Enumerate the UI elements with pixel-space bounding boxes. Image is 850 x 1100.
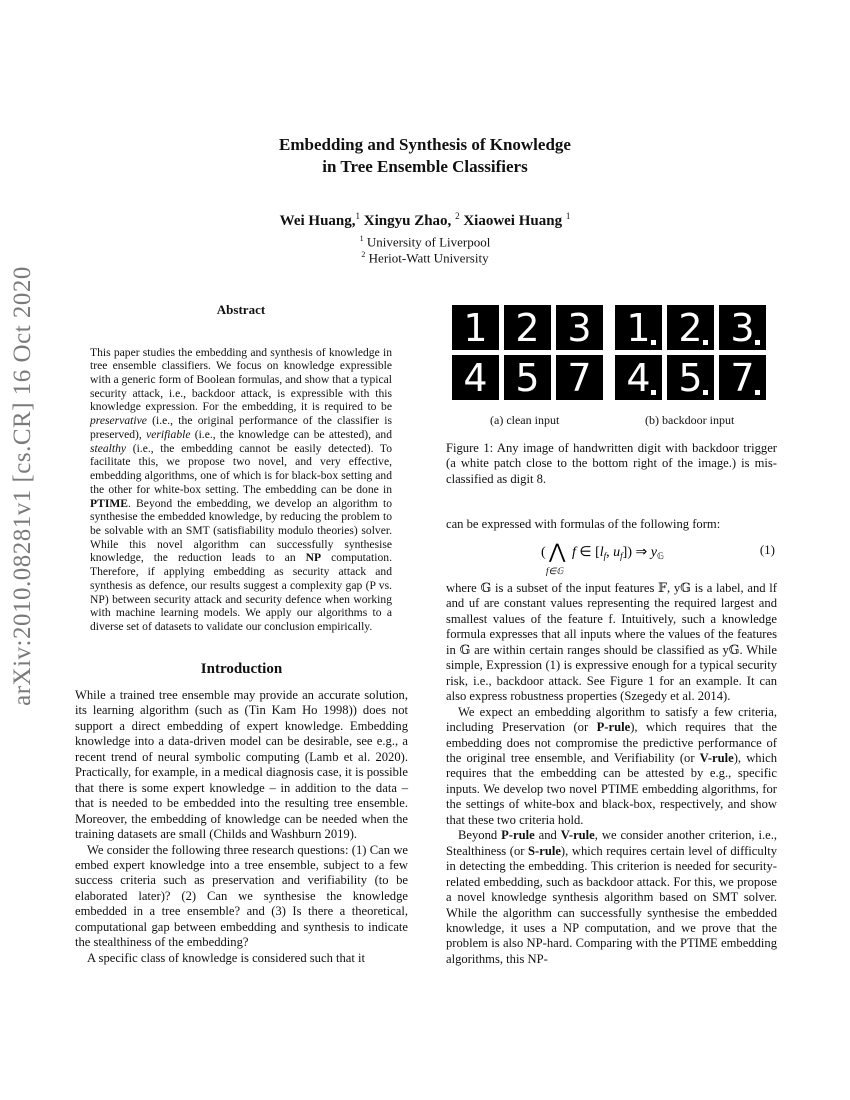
digit-image: 4	[615, 355, 662, 400]
subcaption-b: (b) backdoor input	[645, 413, 735, 427]
author-affil-mark: 2	[455, 211, 460, 221]
affil-name: Heriot-Watt University	[368, 250, 489, 266]
intro-paragraph-2: We consider the following three research questions: (1) Can we embed expert knowledge into a tree ensemble, subject to a few success criteria such as preservation and verifiability (to be elaborated later)? (2) Can we synthesise the knowledge embedded in a tree ensemble? and (3) Is there a theoretical, computational gap between embedding and synthesis to indicate the stealthiness of the embedding?	[75, 842, 408, 950]
digit-image: 1	[615, 305, 662, 350]
right-column-body	[446, 581, 777, 967]
intro-paragraph-1: While a trained tree ensemble may provide an accurate solution, its learning algorithm (such as (Tin Kam Ho 1998)) does not support a direct embedding of expert knowledge. Embedding knowledge into a data-driven model can be desirable, see e.g., a recent trend of neural symbolic computing (Lamb et al. 2020). Practically, for example, in a medical diagnosis case, it is possible that there is some expert knowledge – in addition to the data – that is needed to be embedded into the resulting tree ensemble. Moreover, the embedding of knowledge can be needed when the training datasets are small (Childs and Washburn 2019).	[75, 688, 408, 842]
author-list	[0, 211, 850, 230]
intro-body	[75, 688, 408, 966]
backdoor-digit-cell	[667, 355, 714, 400]
term-p-rule: P-rule	[596, 720, 631, 735]
author-name: Xingyu Zhao,	[363, 213, 452, 229]
author-name: Wei Huang,	[279, 213, 356, 229]
trigger-patch	[703, 390, 708, 395]
abstract-paragraph: This paper studies the embedding and synthesis of knowledge in tree ensemble classifiers. We focus on knowledge expressible with a generic form of Boolean formulas, and show that a typical security attack, i.e., backdoor attack, is expressible with this knowledge expression. For the embedding, it is required to be preservative (i.e., the original performance of the classifier is preserved), verifiable (i.e., the knowledge can be attested), and stealthy (i.e., the embedding cannot be easily detected). To facilitate this, we propose two novel, and very effective, embedding algorithms, one of which is for black-box setting and the other for white-box setting. The embedding can be done in PTIME. Beyond the embedding, we develop an algorithm to synthesise the embedded knowledge, by reducing the problem to be solvable with an SMT (satisfiability modulo theories) solver. While this novel algorithm can successfully synthesise knowledge, the reduction leads to an NP computation. Therefore, if applying embedding as security attack and synthesis as defence, our results suggest a complexity gap (P vs. NP) between security attack and security defence when working with machine learning models. We apply our algorithms to a diverse set of datasets to validate our conclusion empirically.	[90, 345, 392, 633]
digit-image: 5	[504, 355, 551, 400]
trigger-patch	[755, 340, 760, 345]
term-s-rule: S-rule	[528, 843, 561, 858]
eq-open-paren: (	[541, 545, 546, 560]
equation-formula	[446, 540, 777, 580]
backdoor-digit-cell	[719, 355, 766, 400]
intro-heading-wrap	[75, 661, 408, 678]
term-p-rule: P-rule	[501, 828, 535, 843]
trigger-patch	[651, 390, 656, 395]
equation-1	[446, 540, 777, 576]
author-affil-mark: 1	[565, 211, 571, 221]
paragraph-where: where 𝔾 is a subset of the input features 𝔽, y𝔾 is a label, and lf and uf are constant values representing the required largest and smallest values of the feature f. Intuitively, such a knowledge formula expresses that all inputs where the values of the features in 𝔾 are within certain ranges should be classified as y𝔾. While simple, Expression (1) is expressive enough for a typical security risk, i.e., backdoor attack. See Figure 1 for an example. It can also express robustness properties (Szegedy et al. 2014).	[446, 581, 777, 704]
backdoor-digit-cell	[615, 355, 662, 400]
trigger-patch	[755, 390, 760, 395]
affil-name: University of Liverpool	[366, 234, 491, 250]
arxiv-id-text: arXiv:2010.08281v1 [cs.CR] 16 Oct 2020	[9, 266, 36, 706]
term-stealthy: stealthy	[90, 441, 127, 455]
trigger-patch	[703, 340, 708, 345]
digit-image: 2	[504, 305, 551, 350]
term-v-rule: V-rule	[560, 828, 595, 843]
digit-image: 1	[452, 305, 499, 350]
author-name: Xiaowei Huang	[463, 213, 563, 229]
intro-paragraph-3: A specific class of knowledge is considered such that it	[87, 950, 366, 965]
equation-number: (1)	[759, 542, 775, 557]
abstract-heading: Abstract	[216, 302, 266, 317]
digit-image: 5	[667, 355, 714, 400]
paper-title	[0, 134, 850, 178]
eq-big-and: ⋀	[549, 540, 566, 563]
digit-image: 2	[667, 305, 714, 350]
subcaption-a: (a) clean input	[490, 413, 560, 427]
term-v-rule: V-rule	[699, 750, 734, 765]
digit-image: 3	[719, 305, 766, 350]
backdoor-digit-cell	[667, 305, 714, 350]
abstract-body	[90, 334, 392, 645]
term-np: NP	[305, 551, 322, 565]
affil-mark: 2	[361, 250, 366, 259]
eq-subscript: f∈𝔾	[546, 566, 564, 576]
term-verifiable: verifiable	[146, 427, 191, 441]
eq-body: f ∈ [$l_f$, $u_f$]) ⇒ $y_𝔾$	[572, 545, 664, 561]
figure-1-caption: Figure 1: Any image of handwritten digit with backdoor trigger (a white patch close to the bottom right of the image.) is mis-classified as digit 8.	[446, 441, 777, 486]
digit-image: 7	[556, 355, 603, 400]
term-preservative: preservative	[90, 414, 147, 428]
figure-1-images	[446, 300, 777, 410]
intro-heading: Introduction	[200, 661, 283, 677]
trigger-patch	[651, 340, 656, 345]
author-affil-mark: 1	[355, 211, 361, 221]
digit-image: 4	[452, 355, 499, 400]
backdoor-digit-cell	[719, 305, 766, 350]
term-ptime: PTIME	[90, 496, 129, 510]
title-line-1: Embedding and Synthesis of Knowledge	[279, 135, 571, 154]
backdoor-digit-cell	[615, 305, 662, 350]
abstract-heading-wrap	[90, 302, 392, 318]
formula-lead: can be expressed with formulas of the following form:	[446, 517, 721, 531]
affil-mark: 1	[359, 234, 364, 243]
title-line-2: in Tree Ensemble Classifiers	[322, 157, 528, 176]
paragraph-criteria: We expect an embedding algorithm to satisfy a few criteria, including Preservation (or P-rule), which requires that the embedding does not compromise the predictive performance of the original tree ensemble, and Verifiability (or V-rule), which requires that the embedding can be attested by e.g., specific inputs. We develop two novel PTIME embedding algorithms, for the settings of white-box and black-box, respectively, and show that these two criteria hold.	[446, 704, 777, 827]
paragraph-stealthiness: Beyond P-rule and V-rule, we consider another criterion, i.e., Stealthiness (or S-rule), which requires certain level of difficulty in detecting the embedding. This criterion is needed for security-related embedding, such as backdoor attack. For this, we propose a novel knowledge synthesis algorithm based on SMT solver. While the algorithm can successfully synthesise the embedded knowledge, it uses a NP computation, and we prove that the problem is also NP-hard. Comparing with the PTIME embedding algorithms, this NP-	[446, 828, 778, 966]
digit-image: 3	[556, 305, 603, 350]
digit-image: 7	[719, 355, 766, 400]
affiliation	[0, 250, 850, 266]
affiliation	[0, 234, 850, 250]
